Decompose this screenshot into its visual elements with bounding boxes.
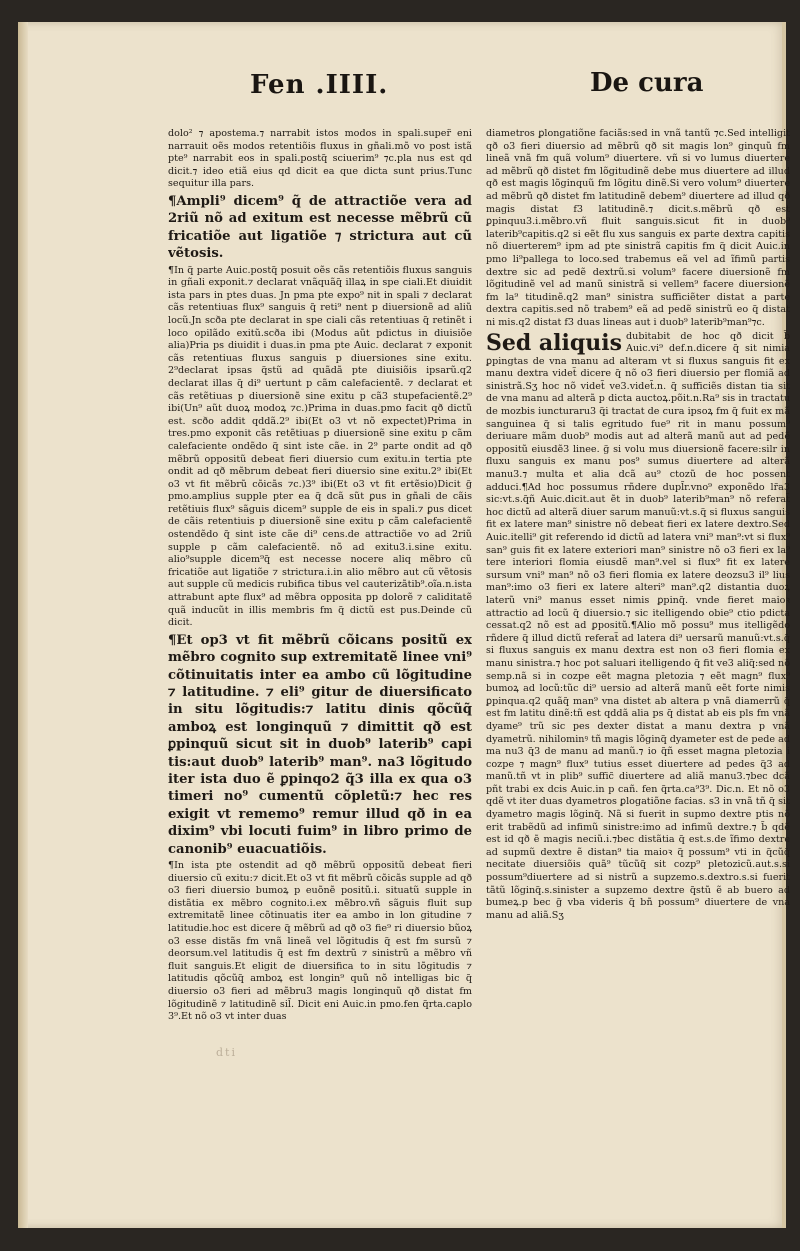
section-heading-text: ¶Ampli⁹ dicem⁹ q̃ de attractiõe vera ad 2riũ nõ ad exitum est necesse mẽbrũ cũ fricatiõe aut ligatiõe ⁊ strictura aut cũ vẽtosis. — [168, 193, 472, 262]
text-column-right — [486, 128, 790, 1088]
paragraph: dolo² ⁊ apostema.⁊ narrabit istos modos in spali.super̈ eni narrauit oẽs modos retentiõis fluxus in gñali.mõ vo post istã pte⁹ narrabit eos in spali.postq̃ sciuerim⁹ ⁊c.pla nus est qd dicit.⁊ ideo etiã eius qd dicit ea que dicta sunt prius.Tunc sequitur illa pars. — [168, 128, 472, 190]
paragraph-text: dubitabit de hoc qð dicit b̃ Auic.vi⁹ def.n.dicere q̃ sit nimia ꝑpingtas de vna manu ad alteram vt si fluxus sanguis fit ex manu dextra videt̃ dicere q̃ nõ o3 fieri diuersio per flomiã ad sinistrã.Sʒ hoc nõ videt̃ ve3.videt̃.n. q̃ sufficiẽs distan tia sit de vna manu ad alterã p dicta auctoꝝ.põit.n.Ra⁹ sis in tractatu de mozbis iuncturaru3 q̃i tractat de cura ipsoꝝ fm q̃ fuit ex mã sanguinea q̃ si talis egritudo fue⁹ rit in manu possum⁹ deriuare mãm duob⁹ modis aut ad alterã manũ aut ad pedẽ oppositũ eiusdẽ3 linee. g̃ si volu mus diuersionẽ facere:silr in fluxu sanguis ex manu pos⁹ sumus diuertere ad alterã manu3.⁊ multa et alia dcã au⁹ ctozũ de hoc possent adduci.¶Ad hoc possumus rñdere dupl̃r.vno⁹ exponẽdo lr̃a3 sic:vt.s.q̃ñ Auic.dicit.aut ẽt in duob⁹ laterib⁹man⁹ nõ referat̃ hoc dictũ ad alterã diuer sarum manuũ:vt.s.q̃ si fluxus sanguis fit ex latere man⁹ sinistre nõ debeat fieri ex latere dextro.Sed Auic.itelli⁹ git referendo id dictũ ad latera vni⁹ man⁹:vt si flux⁹ san⁹ guis fit ex latere exteriori man⁹ sinistre nõ o3 fieri ex la⁹ tere interiori flomia eiusdẽ man⁹.vel si flux⁹ fit ex latere sursum vni⁹ man⁹ nõ o3 fieri flomia ex latere deozsu3 il⁹ lius man⁹:imo o3 fieri ex latere alteri⁹ man⁹.q2 distantia duoꝝ laterũ vni⁹ manus esset nimis ꝑpinq̃. vnde fieret maioꝛ attractio ad locũ q̃ diuersio.⁊ sic itelligendo obie⁹ ctio pdicta cessat.q2 nõ est ad ꝑpositũ.¶Alio mõ possu⁹ mus itelligẽdo rñdere q̃ illud dictũ referat̃ ad latera di⁹ uersarũ manuũ:vt.s.q̃ si fluxus sanguis ex manu dextra est non o3 fieri flomia ex manu sinistra.⁊ hoc pot saluari itelligendo q̃ fit ve3 aliq̃:sed nõ semp.nã si in cozpe eẽt magna pletozia ⁊ eẽt magn⁹ flux⁹ bumoꝝ ad locũ:tũc di⁹ uersio ad alterã manũ eẽt forte nimis ꝑpinqua.q2 quãq̃ man⁹ vna distet ab altera p vnã diamerrũ q̃ est fm latitu dinẽ:tñ est qddã alia ps q̃ distat ab eis pls fm vnã dyame⁹ trũ sic pes dexter distat a manu dextra p vnã dyametrũ. nihilominꝰ tñ magis lõginq̃ dyameter est de pede ad ma nu3 q̃3 de manu ad manũ.⁊ io q̃ñ esset magna pletozia i cozpe ⁊ magn⁹ flux⁹ tutius esset diuertere ad pedes q̃3 ad manũ.tñ vt in plib⁹ suffic̃ diuertere ad aliã manu3.⁊bec dcã pñt trabi ex dcis Auic.in p cañ. fen q̃rta.ca⁹3⁹. Dic.n. Et nõ o3 qdẽ vt iter duas dyametros ꝑlogatiõne facias. s3 in vnã tñ q̃ sit dyametro magis lõginq̃. Nã si fuerit in supmo dextre ptis nõ erit trabẽdũ ad infimũ sinistre:imo ad infimũ dextre.⁊ b̃ qdẽ est id qð ẽ magis neciũ.i.⁊bec distãtia q̃ est.s.de ĩfimo dextre ad supmũ dextre ẽ distan⁹ tia maioꝛ q̃ possum⁹ vti in q̃cũq̃ necitate diuersiõis quã⁹ tũcũq̃ sit cozp⁹ pletozicũ.aut.s.si possum⁹diuertere ad si nistrũ a supzemo.s.dextro.s.si fuerit tãtũ lõginq̃.s.sinister a supzemo dextre q̃stũ ẽ ab buero ad bumeꝝ.p bec g̃ vba videris q̃ bñ possum⁹ diuertere de vna manu ad aliã.Sʒ — [486, 330, 790, 921]
running-header-right: De cura — [590, 68, 704, 98]
paragraph: ¶In q̃ parte Auic.postq̃ posuit oẽs cãs retentiõis fluxus sanguis in gñali exponit.⁊ declarat vnãquãq̃ illaꝝ in spe ciali.Et diuidit ista pars in ptes duas. Jn pma pte expo⁹ nit in spali ⁊ declarat cãs retentiuas flux⁹ sanguis q̃ reti⁹ nent p diuersionẽ ad aliũ locũ.Jn scða pte declarat in spe ciali cãs retentiuas q̃ retinẽt i loco opilãdo exitũ.scða ibi (Modus aũt pdictus in diuisiõe alia)Pria ps diuidit i duas.in pma pte Auic. declarat ⁊ exponit cãs retentiuas fluxus sanguis p diuersiones sine exitu. 2⁹declarat ipsas q̃stũ ad quãdã pte diuisiõis ipsarũ.q2 declarat illas q̃ di⁹ uertunt p cãm calefacientẽ. ⁊ declarat et cãs retẽtiuas p diuersionẽ sine exitu p cã3 stupefacientẽ.2⁹ ibi(Un⁹ aũt duoꝝ modoꝝ ⁊c.)Prima in duas.pmo facit qð dictũ est. scðo addit qddã.2⁹ ibi(Et o3 vt nõ expectet)Prima in tres.pmo exponit cãs retẽtiuas p diuersionẽ sine exitu p cãm calefaciente ondẽdo q̃ sint iste cãe. in 2⁹ parte ondit ad qð mẽbrũ oppositũ debeat fieri diuersio cum exitu.in tertia pte ondit ad qð mẽbrum debeat fieri diuersio sine exitu.2⁹ ibi(Et o3 vt fit mẽbrũ cõicãs ⁊c.)3⁹ ibi(Et o3 vt fit ertẽsio)Dicit g̃ pmo.amplius supple pter ea q̃ dcã sũt ꝑus in gñali de cãis retẽtiuis flux⁹ sãguis dicem⁹ supple de eis in spali.⁊ ꝑus dicet de cãis retentiuis p diuersionẽ sine exitu p cãm calefacientẽ ostendẽdo q̃ sint iste cãe di⁹ cens.de attractiõe vo ad 2riũ supple p cãm calefacientẽ. nõ ad exitu3.i.sine exitu. alio⁹supple dicem⁹q̃ est necesse nocere aliq mẽbro cũ fricatiõe aut ligatiõe ⁊ strictura.i.in alio mẽbro aut cũ vẽtosis aut supple cũ medicis rubifica tibus vel cauterizãtib⁹.oĩa.n.ista attrabunt apte flux⁹ ad mẽbra opposita pp dolorẽ ⁊ caliditatẽ quã inducũt in illis membris fm q̃ dictũ est pus.Deinde cũ dicit. — [168, 264, 472, 629]
paragraph: ¶In ista pte ostendit ad qð mẽbrũ oppositũ debeat fieri diuersio cũ exitu:⁊ dicit.Et o3 vt fit mẽbrũ cõicãs supple ad qð o3 fieri diuersio bumoꝝ p euõnẽ positũ.i. situatũ supple in distãtia ex mẽbro cognito.i.ex mẽbro.vñ sãguis fluit sup extremitatẽ linee cõtinuatis iter ea ambo in lon gitudine ⁊ latitudie.hoc est dicere q̃ mẽbrũ ad qð o3 fie⁹ ri diuersio bũoꝝ o3 esse distãs fm vnã lineã vel lõgitudis q̃ est fm sursũ ⁊ deorsum.vel latitudis q̃ est fm dextrũ ⁊ sinistrũ a mẽbro vñ fluit sanguis.Et eligit de diuersifica to in situ lõgitudis ⁊ latitudis qõcũq̃ amboꝝ est longin⁹ quũ nõ intelligas bic q̃ diuersio o3 fieri ad mẽbru3 magis longinquũ qð distat fm lõgitudinẽ ⁊ latitudinẽ sil̃. Dicit eni Auic.in pmo.fen q̃rta.caplo 3⁹.Et nõ o3 vt inter duas — [168, 860, 472, 1023]
folio-mark: dti — [216, 1046, 237, 1059]
manuscript-page — [18, 22, 790, 1228]
running-header-left: Fen .IIII. — [250, 70, 389, 100]
text-column-left — [168, 128, 472, 1088]
paragraph: diametros ꝑlongatiõne faciãs:sed in vnã tantũ ⁊c.Sed intelligit qð o3 fieri diuersio ad mẽbrũ qð sit magis lon⁹ ginquũ fm lineã vnã fm quã volum⁹ diuertere. vñ si vo lumus diuertere ad mẽbrũ qð distet fm lõgitudinẽ debe mus diuertere ad illud qð est magis lõginquũ fm lõgitu dinẽ.Si vero volum⁹ diuertere ad mẽbrũ qð distet fm latitudinẽ debem⁹ diuertere ad illud qð magis distat f3 latitudinẽ.⁊ dicit.s.mẽbrũ qð est ꝑpinquu3.i.mẽbro.vñ fluit sanguis.sicut fit in duob⁹ laterib⁹capitis.q2 si eẽt flu xus sanguis ex parte dextra capitis nõ diuerterem⁹ ipm ad pte sinistrã capitis fm q̃ dicit Auic.in pmo li⁹pallega to loco.sed trabemus eã vel ad ĩfimũ partis dextre sic ad pedẽ dextrũ.si volum⁹ facere diuersionẽ fm lõgitudinẽ vel ad manũ sinistrã si vellem⁹ facere diuersionẽ fm la⁹ titudinẽ.q2 man⁹ sinistra sufficiẽter distat a parte dextra capitis.sed nõ trabem⁹ eã ad pedẽ sinistrũ eo q̃ distat ni mis.q2 distat f3 duas lineas aut i duob⁹ laterib⁹man⁹⁊c. — [486, 128, 790, 328]
book-gutter — [18, 22, 28, 1228]
section-heading-text: ¶Et op3 vt fit mẽbrũ cõicans positũ ex mẽbro cognito sup extremitatẽ linee vni⁹ cõtinuitatis inter ea ambo cũ lõgitudine ⁊ latitudine. ⁊ eli⁹ gitur de diuersificato in situ lõgitudis:⁊ latitu dinis qõcũq̃ amboꝝ est longinquũ ⁊ dimittit qð est ꝑpinquũ sicut sit in duob⁹ laterib⁹ capi tis:aut duob⁹ laterib⁹ man⁹. na3 lõgitudo iter ista duo ẽ ꝑpinqo2 q̃3 illa ex qua o3 timeri no⁹ cumentũ cõpletũ:⁊ hec res exigit vt rememo⁹ remur illud qð in ea dixim⁹ vbi locuti fuim⁹ in libro primo de canonib⁹ euacuatiõis. — [168, 632, 472, 857]
large-initial: Sed aliquis — [486, 329, 623, 356]
paragraph-with-initial — [486, 331, 790, 923]
